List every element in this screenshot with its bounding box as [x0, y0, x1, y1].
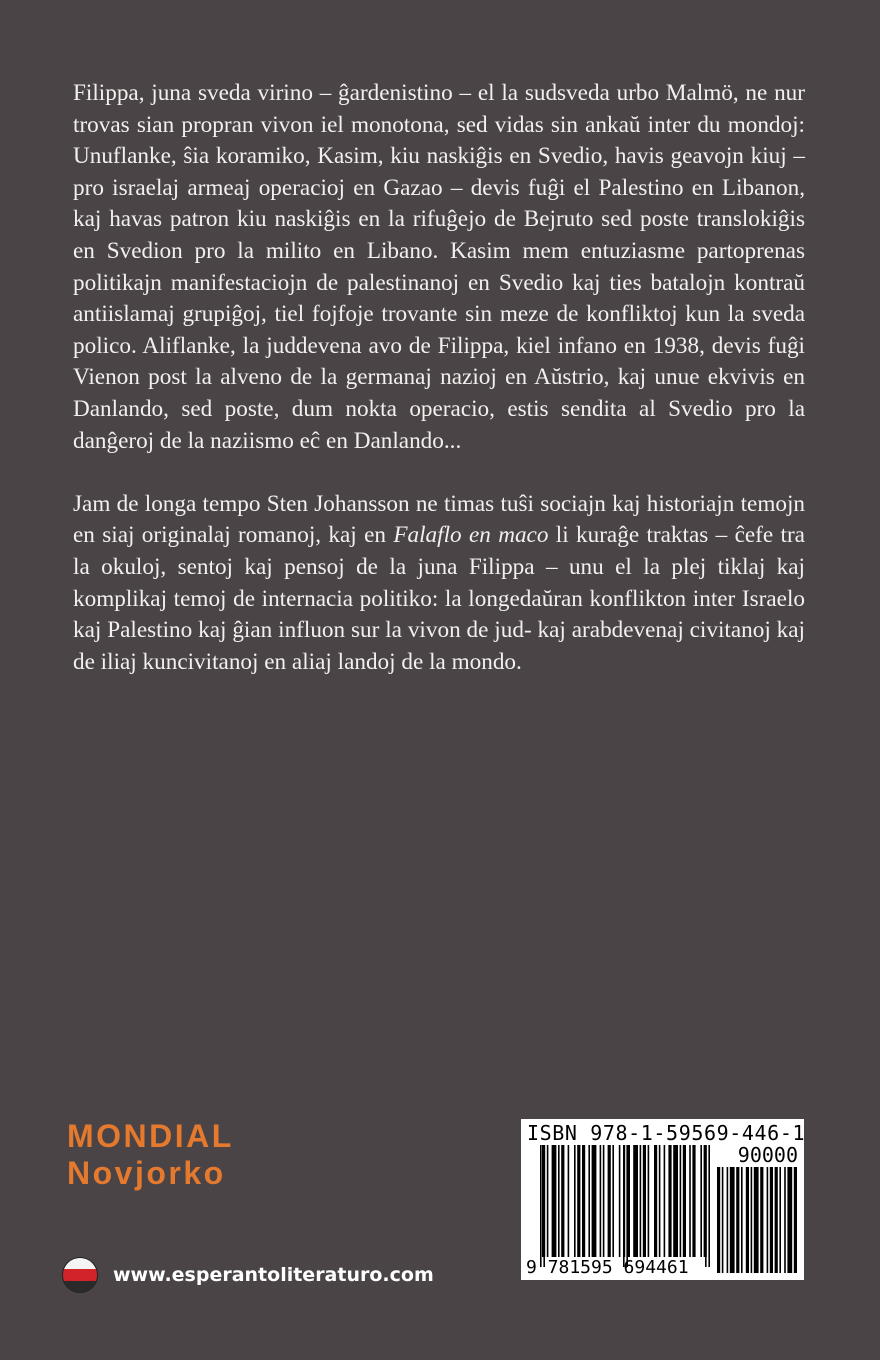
- blurb-paragraph-2-end: li kuraĝe traktas – ĉefe tra la okuloj, sentoj kaj pensoj de la juna Filippa – unu el la plej tiklaj kaj komplikaj temoj de internacia politiko: la longedaŭran konflikton inter Israelo kaj Palestino kaj ĝian influon sur la vivon de jud- kaj arabdevenaj civitanoj kaj de iliaj kuncivitanoj en aliaj landoj de la mondo.: [73, 522, 805, 675]
- publisher-imprint: [67, 1118, 234, 1192]
- isbn-number: ISBN 978-1-59569-446-1: [527, 1121, 806, 1145]
- blurb-paragraph-2: [73, 489, 805, 679]
- barcode-bars: [521, 1119, 804, 1280]
- isbn-barcode: [521, 1119, 804, 1280]
- esperanto-flag-icon: [62, 1257, 98, 1293]
- back-cover-blurb: [73, 78, 805, 678]
- ean-digits: 9 781595 694461: [526, 1257, 689, 1278]
- website-url[interactable]: www.esperantoliteraturo.com: [113, 1264, 434, 1286]
- blurb-paragraph-2-start: Jam de longa tempo Sten Johansson ne timas tuŝi sociajn kaj historiajn temojn en siaj originalaj romanoj, kaj en: [73, 490, 805, 549]
- blurb-paragraph-1: Filippa, juna sveda virino – ĝardenistino – el la sudsveda urbo Malmö, ne nur trovas sian propran vivon iel monotona, sed vidas sin ankaŭ inter du mondoj: Unuflanke, ŝia koramiko, Kasim, kiu naskiĝis en Svedio, havis geavojn kiuj – pro israelaj armeaj operacioj en Gazao – devis fuĝi el Palestino en Libanon, kaj havas patron kiu naskiĝis en la rifuĝejo de Bejruto sed poste translokiĝis en Svedion pro la milito en Libano. Kasim mem entuziasme partoprenas politikajn manifestaciojn de palestinanoj en Svedio kaj ties batalojn kontraŭ antiislamaj grupiĝoj, tiel fojfoje trovante sin meze de konfliktoj kun la sveda polico. Aliflanke, la juddevena avo de Filippa, kiel infano en 1938, devis fuĝi Vienon post la alveno de la germanaj nazioj en Aŭstrio, kaj unue ekvivis en Danlando, sed poste, dum nokta operacio, estis sendita al Svedio pro la danĝeroj de la naziismo eĉ en Danlando...: [73, 80, 805, 454]
- website-line: [62, 1256, 434, 1294]
- price-code: 90000: [737, 1143, 798, 1167]
- publisher-name: MONDIAL: [67, 1118, 234, 1154]
- book-title: Falaflo en maco: [393, 522, 549, 549]
- publisher-city: Novjorko: [67, 1155, 226, 1191]
